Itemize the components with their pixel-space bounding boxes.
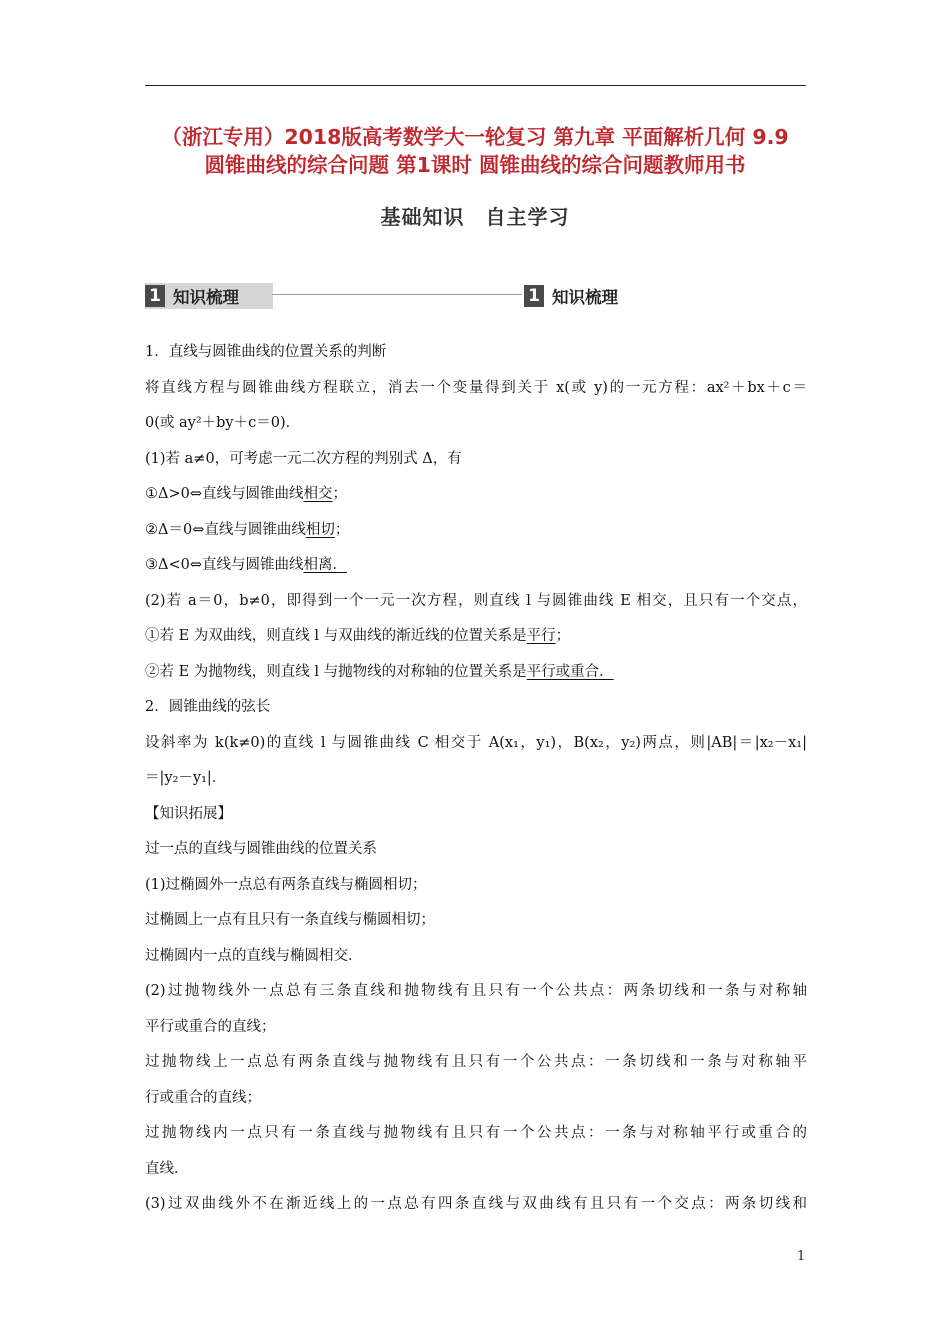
text-line: 1．直线与圆锥曲线的位置关系的判断 — [145, 344, 387, 360]
text-line: 过椭圆上一点有且只有一条直线与椭圆相切； — [145, 912, 435, 928]
text-line: 【知识拓展】 — [145, 805, 232, 822]
section-banner-label: 知识梳理 — [552, 288, 618, 307]
section-banner-right — [524, 283, 618, 309]
underlined-answer: 相离． — [303, 557, 347, 573]
text-line: ＝|y₂－y₁|． — [145, 770, 227, 786]
text-line: 0(或 ay²＋by＋c＝0)． — [145, 415, 301, 431]
underlined-answer: 相交 — [303, 486, 333, 502]
underlined-answer: 平行或重合． — [526, 663, 614, 680]
text-segment: ①Δ>0⇔直线与圆锥曲线 — [145, 486, 304, 502]
underlined-answer: 相切 — [305, 521, 335, 538]
text-segment: ②若 E 为抛物线，则直线 l 与抛物线的对称轴的位置关系是 — [145, 663, 527, 680]
text-line: 将直线方程与圆锥曲线方程联立，消去一个变量得到关于 x(或 y)的一元方程：ax²＋bx＋c＝ — [145, 379, 807, 396]
section-banner-left — [145, 283, 273, 309]
text-line: (2)过抛物线外一点总有三条直线和抛物线有且只有一个公共点：两条切线和一条与对称轴 — [145, 983, 807, 999]
text-line: 直线． — [145, 1160, 189, 1177]
text-line: 过抛物线内一点只有一条直线与抛物线有且只有一个公共点：一条与对称轴平行或重合的 — [145, 1125, 807, 1141]
text-line: 过一点的直线与圆锥曲线的位置关系 — [145, 841, 377, 857]
text-line: 行或重合的直线； — [145, 1089, 261, 1106]
text-segment: ； — [334, 521, 350, 538]
text-line: 设斜率为 k(k≠0)的直线 l 与圆锥曲线 C 相交于 A(x₁，y₁)，B(x₂，y₂)两点，则|AB|＝|x₂－x₁| — [145, 734, 807, 751]
title-line-2: 圆锥曲线的综合问题 第1课时 圆锥曲线的综合问题教师用书 — [204, 153, 746, 177]
page-number: 1 — [797, 1249, 806, 1264]
text-segment: ①若 E 为双曲线，则直线 l 与双曲线的渐近线的位置关系是 — [145, 628, 527, 644]
section-number-badge: 1 — [524, 285, 544, 307]
text-line — [145, 624, 807, 660]
section-number-badge: 1 — [145, 285, 165, 307]
text-line — [145, 518, 807, 554]
text-line: 过椭圆内一点的直线与椭圆相交． — [145, 947, 363, 964]
section-banner-label: 知识梳理 — [173, 288, 239, 307]
text-line: 2．圆锥曲线的弦长 — [145, 699, 271, 715]
text-segment: ； — [555, 628, 571, 644]
text-line: (3)过双曲线外不在渐近线上的一点总有四条直线与双曲线有且只有一个交点：两条切线和 — [145, 1196, 807, 1212]
section-subtitle: 基础知识 自主学习 — [380, 205, 570, 229]
text-segment: ②Δ＝0⇔直线与圆锥曲线 — [145, 521, 306, 538]
title-line-1: （浙江专用）2018版高考数学大一轮复习 第九章 平面解析几何 9.9 — [161, 125, 789, 149]
text-line: (1)过椭圆外一点总有两条直线与椭圆相切； — [145, 876, 427, 893]
text-line — [145, 660, 807, 696]
text-segment: ； — [332, 486, 347, 502]
document-body — [145, 340, 807, 1228]
text-line — [145, 482, 807, 518]
text-line: (2)若 a＝0，b≠0，即得到一个一元一次方程，则直线 l 与圆锥曲线 E 相交，且只有一个交点， — [145, 592, 807, 609]
text-line: 过抛物线上一点总有两条直线与抛物线有且只有一个公共点：一条切线和一条与对称轴平 — [145, 1054, 807, 1070]
section-banner-rule — [272, 294, 522, 295]
text-line: (1)若 a≠0，可考虑一元二次方程的判别式 Δ，有 — [145, 450, 462, 467]
document-title — [120, 123, 830, 179]
text-line — [145, 553, 807, 589]
header-rule — [145, 85, 806, 86]
underlined-answer: 平行 — [526, 628, 556, 644]
text-segment: ③Δ<0⇔直线与圆锥曲线 — [145, 557, 304, 573]
text-line: 平行或重合的直线； — [145, 1018, 276, 1035]
